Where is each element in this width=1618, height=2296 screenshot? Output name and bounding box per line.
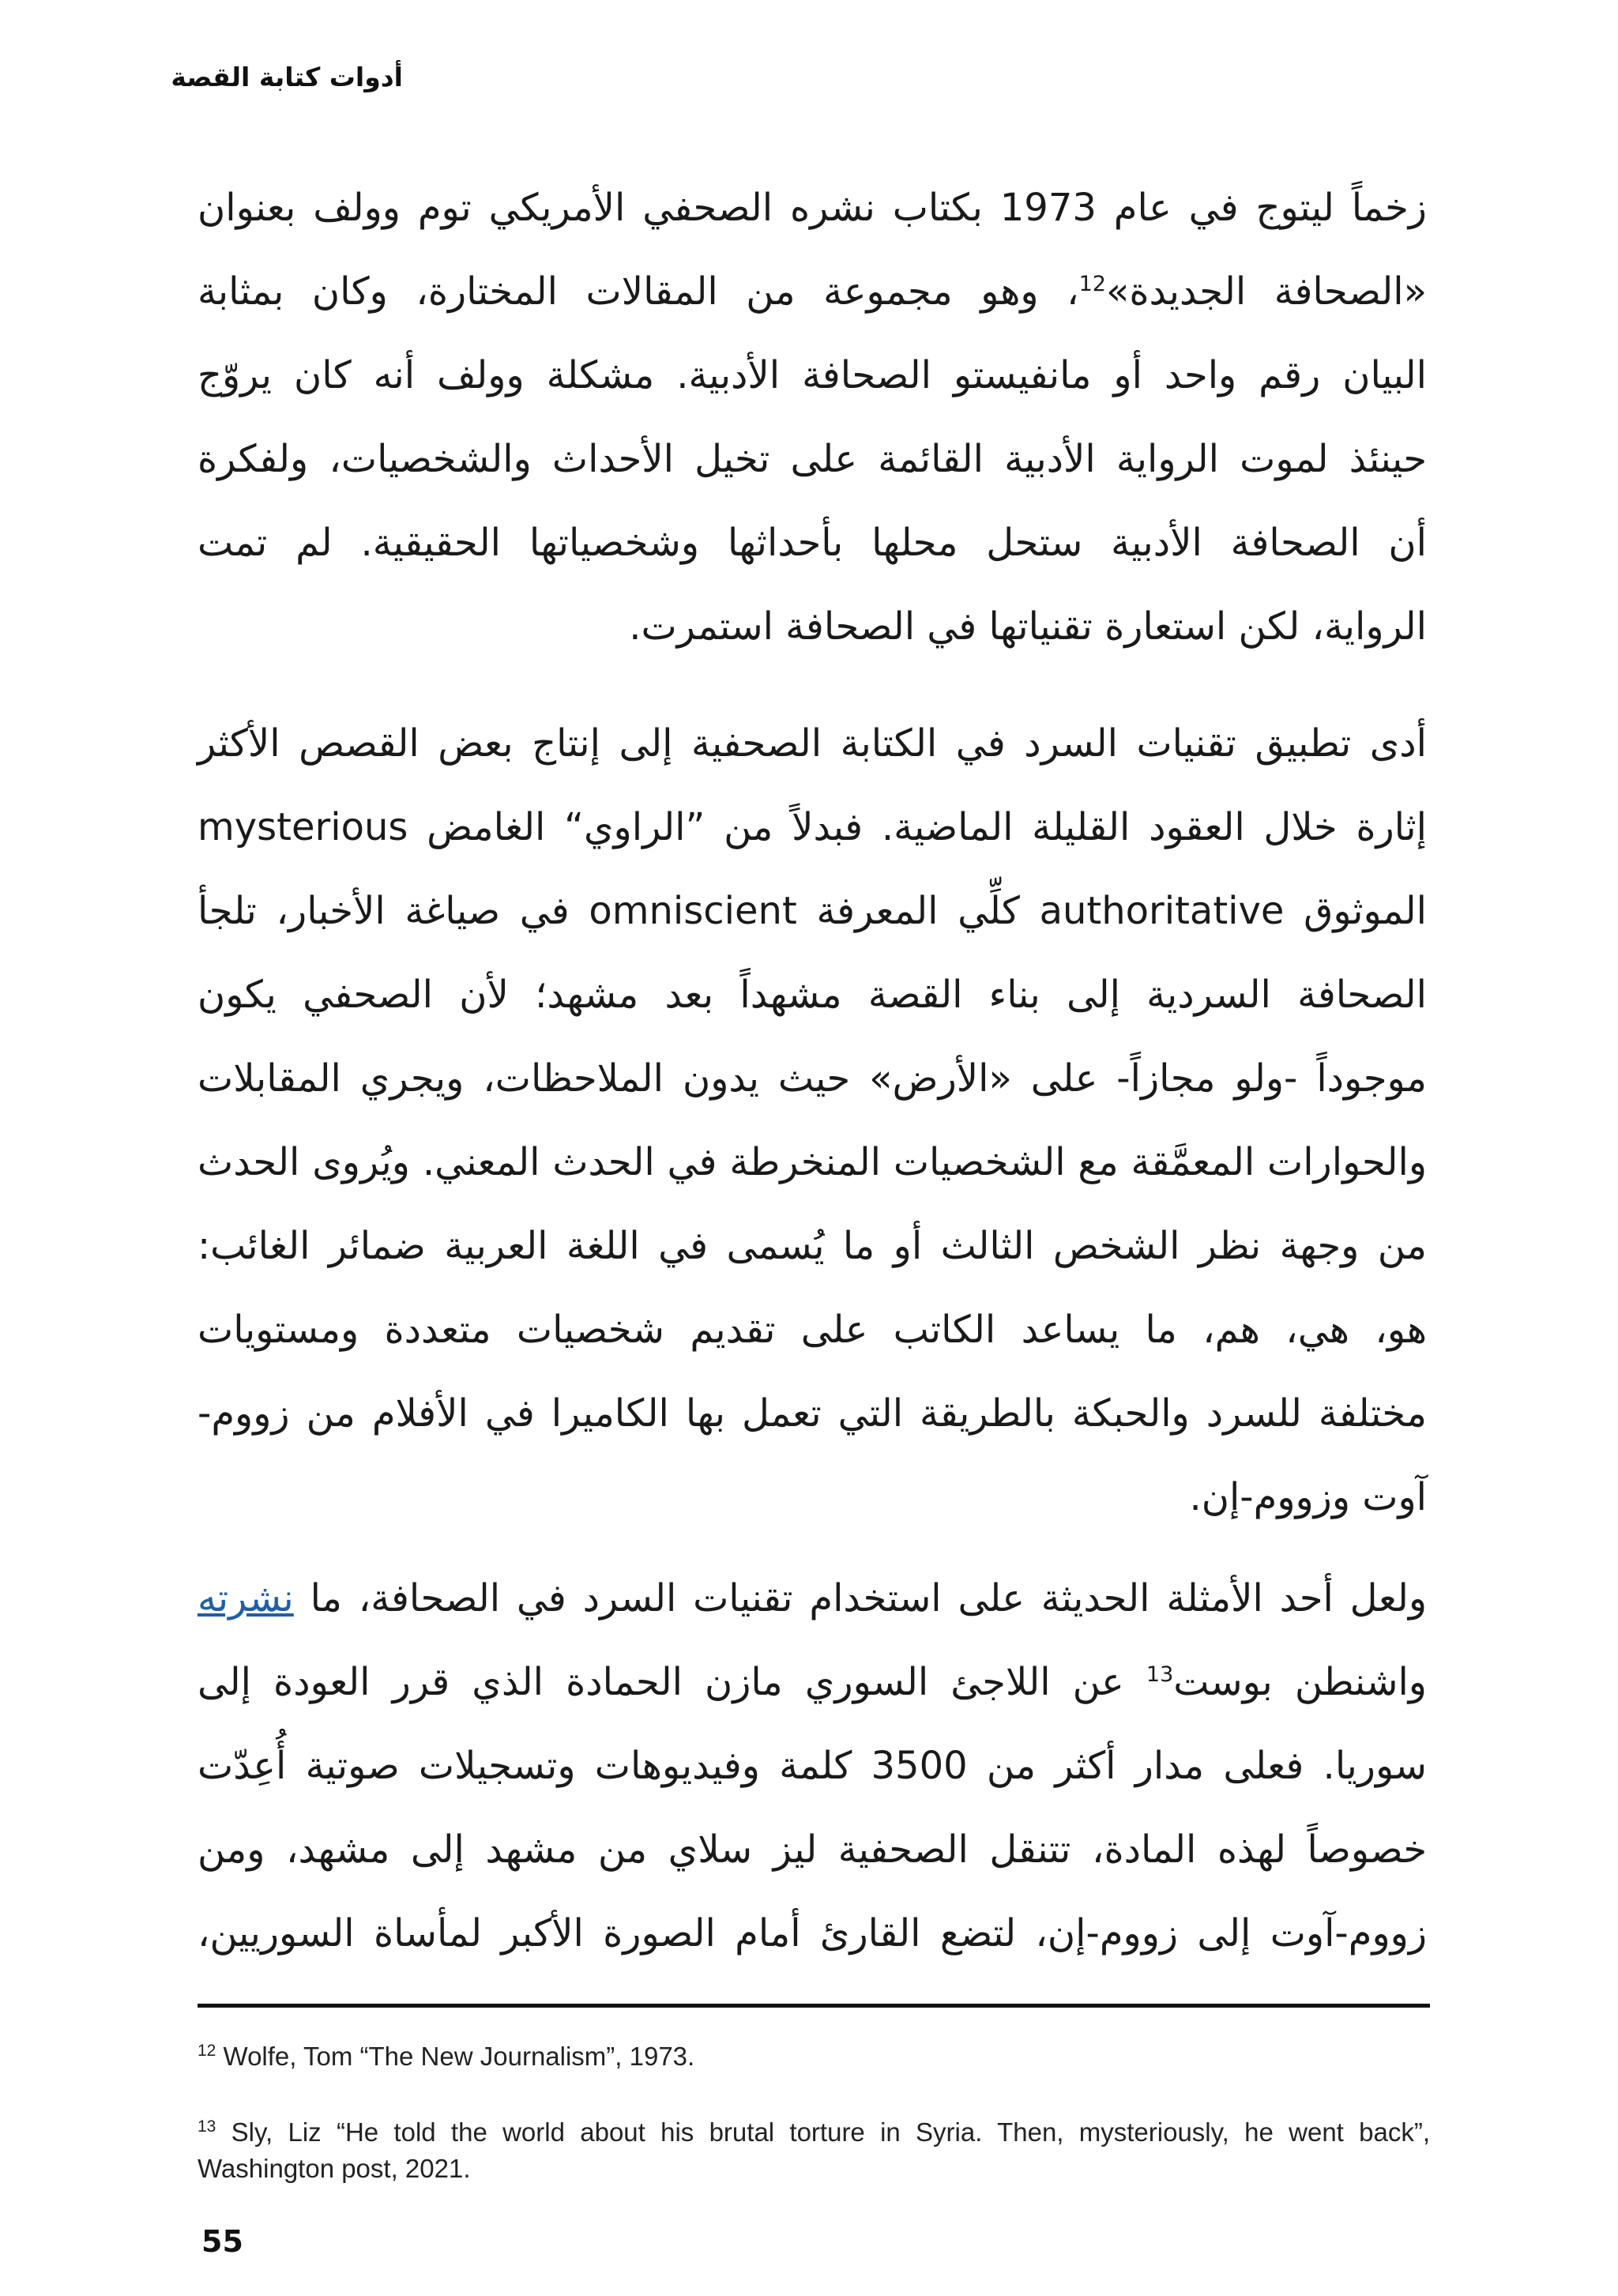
paragraph-line: الصحافة السردية إلى بناء القصة مشهداً بعد مشهد؛ لأن الصحفي يكون bbox=[198, 973, 1427, 1017]
paragraph-line bbox=[198, 1640, 1427, 1724]
paragraph-line bbox=[198, 1556, 1427, 1640]
paragraph-line: آوت وزووم-إن. bbox=[1189, 1475, 1427, 1519]
paragraph-3 bbox=[198, 1556, 1427, 1975]
paragraph-line: الرواية، لكن استعارة تقنياتها في الصحافة استمرت. bbox=[629, 604, 1427, 649]
quoted-title: «الصحافة الجديدة» bbox=[1105, 269, 1427, 314]
footnote-number: 13 bbox=[198, 2117, 216, 2136]
paragraph-line: أن الصحافة الأدبية ستحل محلها بأحداثها وشخصياتها الحقيقية. لم تمت bbox=[198, 521, 1427, 565]
footnote-12 bbox=[198, 2038, 1430, 2075]
footnote-13 bbox=[198, 2114, 1430, 2187]
paragraph-line: البيان رقم واحد أو مانفيستو الصحافة الأدبية. مشكلة وولف أنه كان يروّج bbox=[198, 353, 1427, 397]
paragraph-line-continuation: عن اللاجئ السوري مازن الحمادة الذي قرر العودة إلى bbox=[198, 1660, 1146, 1704]
footnote-number: 12 bbox=[198, 2042, 216, 2060]
paragraph-line: من وجهة نظر الشخص الثالث أو ما يُسمى في اللغة العربية ضمائر الغائب: bbox=[198, 1224, 1427, 1268]
footnote-ref-12[interactable]: 12 bbox=[1078, 272, 1106, 296]
paragraph-line: حينئذ لموت الرواية الأدبية القائمة على تخيل الأحداث والشخصيات، ولفكرة bbox=[198, 437, 1427, 481]
paragraph-line: مختلفة للسرد والحبكة بالطريقة التي تعمل بها الكاميرا في الأفلام من زووم- bbox=[198, 1391, 1427, 1436]
footnote-divider bbox=[198, 2004, 1430, 2008]
paragraph-line: زخماً ليتوج في عام 1973 بكتاب نشره الصحفي الأمريكي توم وولف بعنوان bbox=[198, 186, 1427, 230]
paragraph-line: خصوصاً لهذه المادة، تتنقل الصحفية ليز سلاي من مشهد إلى مشهد، ومن bbox=[198, 1827, 1427, 1872]
footnote-ref-13[interactable]: 13 bbox=[1146, 1662, 1174, 1687]
page-number: 55 bbox=[201, 2224, 243, 2259]
paragraph-line: زووم-آوت إلى زووم-إن، لتضع القارئ أمام الصورة الأكبر لمأساة السوريين، bbox=[198, 1911, 1427, 1955]
paragraph-line: الموثوق authoritative كلِّي المعرفة omniscient في صياغة الأخبار، تلجأ bbox=[198, 889, 1427, 933]
paragraph-1 bbox=[198, 166, 1427, 668]
paragraph-line-text: ولعل أحد الأمثلة الحديثة على استخدام تقنيات السرد في الصحافة، ما bbox=[293, 1576, 1427, 1620]
paragraph-line-text: واشنطن بوست bbox=[1173, 1660, 1427, 1704]
paragraph-2 bbox=[198, 702, 1427, 1539]
paragraph-line: والحوارات المعمَّقة مع الشخصيات المنخرطة في الحدث المعني. ويُروى الحدث bbox=[198, 1140, 1427, 1184]
paragraph-line-continuation: ، وهو مجموعة من المقالات المختارة، وكان بمثابة bbox=[198, 269, 1079, 314]
footnote-text: Wolfe, Tom “The New Journalism”, 1973. bbox=[216, 2042, 695, 2071]
running-title: أدوات كتابة القصة bbox=[171, 62, 403, 92]
paragraph-line bbox=[198, 250, 1427, 333]
paragraph-line: موجوداً -ولو مجازاً- على «الأرض» حيث يدون الملاحظات، ويجري المقابلات bbox=[198, 1056, 1427, 1101]
paragraph-line: إثارة خلال العقود القليلة الماضية. فبدلاً من ”الراوي“ الغامض mysterious bbox=[198, 805, 1427, 849]
paragraph-line: هو، هي، هم، ما يساعد الكاتب على تقديم شخصيات متعددة ومستويات bbox=[198, 1308, 1427, 1352]
paragraph-line: سوريا. فعلى مدار أكثر من 3500 كلمة وفيديوهات وتسجيلات صوتية أُعِدّت bbox=[198, 1744, 1427, 1788]
paragraph-line: أدى تطبيق تقنيات السرد في الكتابة الصحفية إلى إنتاج بعض القصص الأكثر bbox=[198, 721, 1427, 766]
footnote-text: Sly, Liz “He told the world about his brutal torture in Syria. Then, mysteriously, he went back”, Washington post, 2021. bbox=[198, 2117, 1430, 2183]
article-link[interactable]: نشرته bbox=[198, 1576, 294, 1620]
